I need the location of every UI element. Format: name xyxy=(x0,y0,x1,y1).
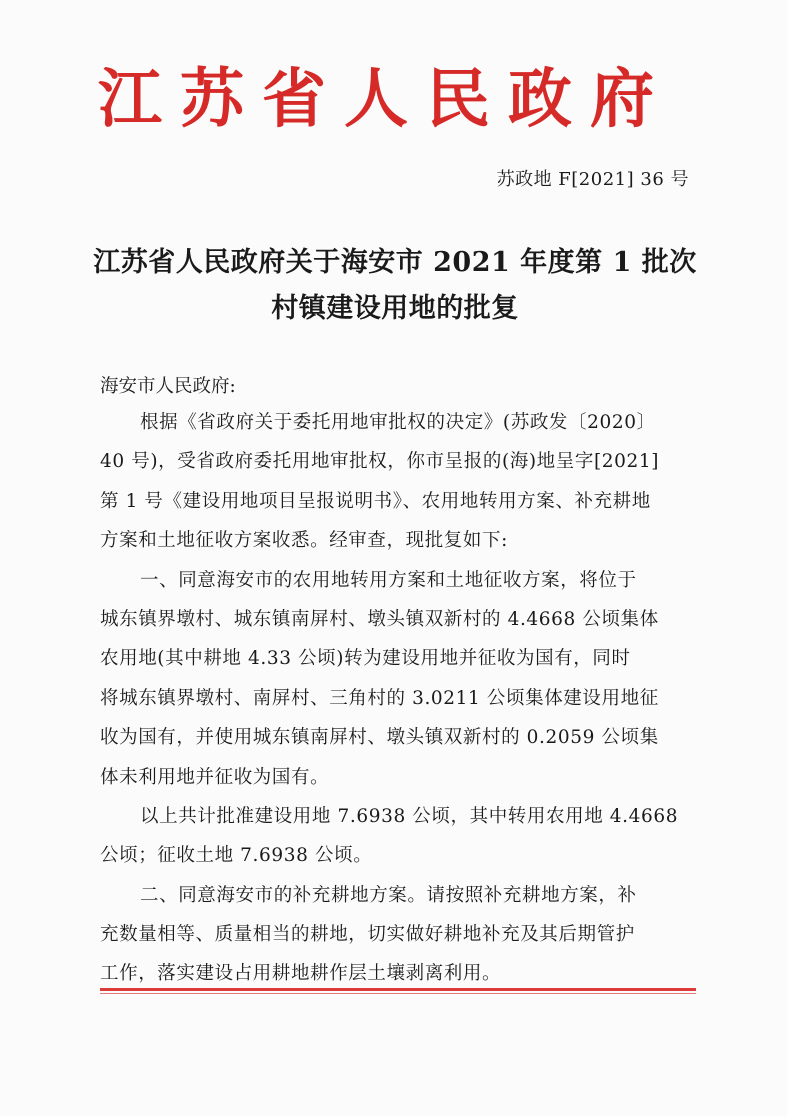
body-line: 城东镇界墩村、城东镇南屏村、墩头镇双新村的 4.4668 公顷集体 xyxy=(100,608,659,630)
body-line: 二、同意海安市的补充耕地方案。请按照补充耕地方案，补 xyxy=(140,884,637,906)
body-line: 工作，落实建设占用耕地耕作层土壤剥离利用。 xyxy=(100,963,502,985)
body-line: 充数量相等、质量相当的耕地，切实做好耕地补充及其后期管护 xyxy=(100,924,635,946)
body-line: 将城东镇界墩村、南屏村、三角村的 3.0211 公顷集体建设用地征 xyxy=(100,687,659,709)
issuer-header: 江苏省人民政府 xyxy=(98,62,672,137)
body-line: 方案和土地征收方案收悉。经审查，现批复如下: xyxy=(100,530,508,552)
body-line: 一、同意海安市的农用地转用方案和土地征收方案，将位于 xyxy=(140,569,637,591)
body-line: 以上共计批准建设用地 7.6938 公顷，其中转用农用地 4.4668 xyxy=(140,805,679,827)
addressee: 海安市人民政府: xyxy=(100,376,236,397)
title-line-1: 江苏省人民政府关于海安市 2021 年度第 1 批次 xyxy=(93,247,697,278)
body-line: 40 号)，受省政府委托用地审批权，你市呈报的(海)地呈字[2021] xyxy=(100,451,660,473)
document-title xyxy=(80,240,710,332)
red-separator-rule xyxy=(100,988,696,991)
body-line: 公顷；征收土地 7.6938 公顷。 xyxy=(100,845,373,867)
body-line: 农用地(其中耕地 4.33 公顷)转为建设用地并征收为国有，同时 xyxy=(100,648,631,670)
body-line: 第 1 号《建设用地项目呈报说明书》、农用地转用方案、补充耕地 xyxy=(100,490,651,512)
body-line: 体未利用地并征收为国有。 xyxy=(100,766,330,788)
title-line-2: 村镇建设用地的批复 xyxy=(271,293,519,324)
document-body xyxy=(100,408,692,999)
body-line: 收为国有，并使用城东镇南屏村、墩头镇双新村的 0.2059 公顷集 xyxy=(100,727,659,749)
body-line: 根据《省政府关于委托用地审批权的决定》(苏政发〔2020〕 xyxy=(140,412,656,433)
document-number: 苏政地 F[2021] 36 号 xyxy=(496,169,689,190)
red-separator-rule-thin xyxy=(100,993,696,994)
